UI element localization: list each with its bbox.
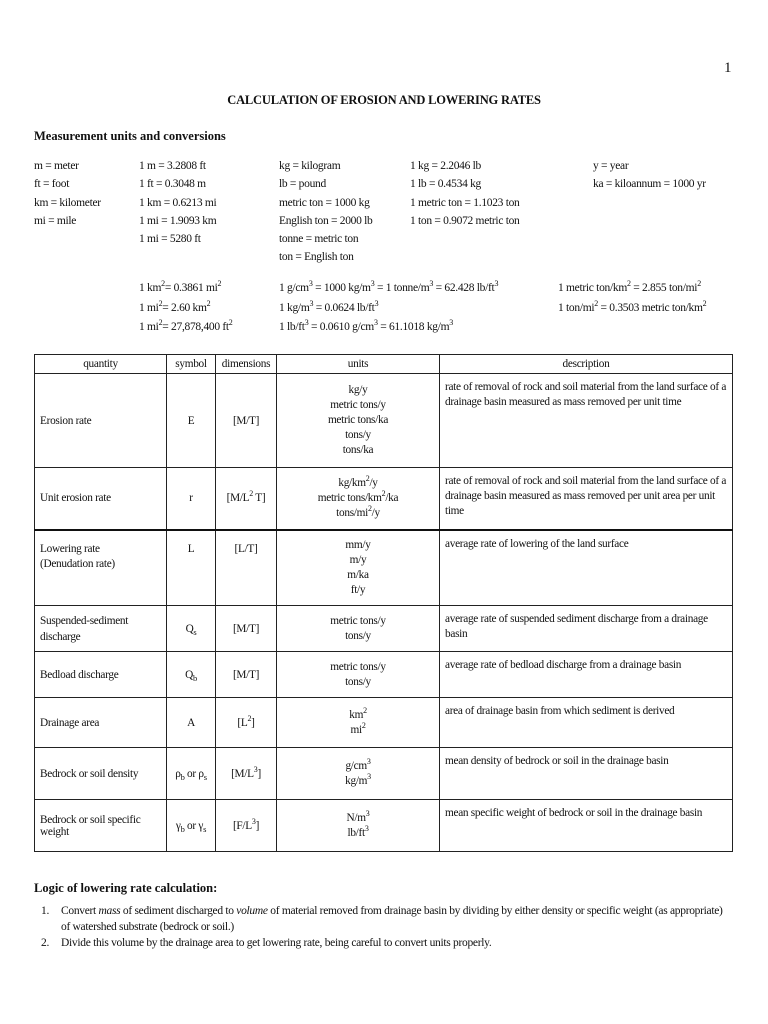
quantity-cell: Suspended-sediment discharge xyxy=(35,606,167,652)
dimensions-cell: [M/T] xyxy=(216,606,277,652)
symbol-cell: r xyxy=(167,468,216,530)
conversion-item: 1 km = 0.6213 mi xyxy=(139,196,217,209)
abbrev-item: mi = mile xyxy=(34,214,77,227)
page-number: 1 xyxy=(724,60,732,76)
symbol-cell: $\gamma_b$ or $\gamma_s$ xyxy=(167,800,216,852)
units-heading: Measurement units and conversions xyxy=(34,129,226,143)
table-row xyxy=(35,800,733,852)
table-row xyxy=(35,468,733,530)
units-cell: $N/m^3$ $lb/ft^3$ xyxy=(277,800,440,852)
conversion-item: 1 mi = 5280 ft xyxy=(139,233,201,246)
units-cell: $kg/km^2/y$ metric tons/$km^2/ka$ tons/$mi^2/y$ xyxy=(277,468,440,530)
quantity-cell: Bedrock or soil density xyxy=(35,748,167,800)
table-row xyxy=(35,606,733,652)
logic-steps xyxy=(34,904,724,953)
mass-conversions xyxy=(410,157,520,230)
conversion-item: 1 metric ton = 1.1023 ton xyxy=(410,196,520,209)
areal-mass-conversions: 1 metric ton/$km^2 = 2.855$ ton/$mi^2$ 1 ton/$mi^2 = 0.3503$ metric ton/$km^2$ xyxy=(558,279,707,314)
dimensions-cell: $[L^2]$ xyxy=(216,698,277,748)
symbol-cell: $\rho_b$ or $\rho_s$ xyxy=(167,748,216,800)
description-cell: average rate of lowering of the land surface xyxy=(440,530,733,606)
abbrev-item: ka = kiloannum = 1000 yr xyxy=(593,178,706,191)
header-symbol: symbol xyxy=(167,355,216,374)
quantity-cell: Drainage area xyxy=(35,698,167,748)
description-cell: average rate of bedload discharge from a drainage basin xyxy=(440,652,733,698)
units-cell: metric tons/y tons/y xyxy=(277,606,440,652)
abbrev-item: lb = pound xyxy=(279,178,326,191)
conversion-item: 1 mi = 1.9093 km xyxy=(139,214,217,227)
abbrev-item: y = year xyxy=(593,160,629,172)
units-cell: kg/y metric tons/y metric tons/ka tons/y tons/ka xyxy=(277,374,440,468)
table-row xyxy=(35,748,733,800)
description-cell: mean specific weight of bedrock or soil in the drainage basin xyxy=(440,800,733,852)
dimensions-cell: $[F/L^3]$ xyxy=(216,800,277,852)
header-units: units xyxy=(277,355,440,374)
list-item: 2. Divide this volume by the drainage area to get lowering rate, being careful to convert units properly. xyxy=(41,937,492,949)
abbrev-item: ft = foot xyxy=(34,178,70,191)
quantity-cell: Unit erosion rate xyxy=(35,468,167,530)
conversion-item: 1 m = 3.2808 ft xyxy=(139,160,206,172)
units-cell: mm/y m/y m/ka ft/y xyxy=(277,530,440,606)
quantities-table xyxy=(34,354,733,852)
dimensions-cell: $[M/L^3]$ xyxy=(216,748,277,800)
quantity-cell: Bedrock or soil specific weight xyxy=(35,800,167,852)
header-dimensions: dimensions xyxy=(216,355,277,374)
abbrev-item: English ton = 2000 lb xyxy=(279,214,373,227)
header-description: description xyxy=(440,355,733,374)
table-row xyxy=(35,652,733,698)
quantity-cell: Bedload discharge xyxy=(35,652,167,698)
table-row xyxy=(35,698,733,748)
abbreviations-mass xyxy=(279,157,372,267)
quantity-cell: Erosion rate xyxy=(35,374,167,468)
table-row xyxy=(35,530,733,606)
page-title: CALCULATION OF EROSION AND LOWERING RATES xyxy=(227,93,541,107)
abbrev-item: m = meter xyxy=(34,160,79,172)
abbrev-item: kg = kilogram xyxy=(279,160,341,172)
symbol-cell: L xyxy=(167,530,216,606)
list-item: 1. Convert mass of sediment discharged to volume of material removed from drainage basin by dividing by either density or specific weight (as appropriate) of watershed substrate (bedrock or soil.) xyxy=(41,905,723,933)
density-conversions: 1 $g/cm^3 = 1000$ $kg/m^3 = 1$ tonne/$m^3 = 62.428$ $lb/ft^3$ 1 $kg/m^3 = 0.0624$ $lb/ft^3$ 1 $lb/ft^3 = 0.0610$ $g/cm^3 = 61.1018$ $kg/m^3$ xyxy=(279,279,499,333)
description-cell: area of drainage basin from which sediment is derived xyxy=(440,698,733,748)
conversion-item: 1 kg = 2.2046 lb xyxy=(410,160,482,172)
symbol-cell: $Q_b$ xyxy=(167,652,216,698)
conversion-item: 1 ft = 0.3048 m xyxy=(139,178,206,191)
symbol-cell: E xyxy=(167,374,216,468)
abbreviations-length xyxy=(34,157,101,230)
abbrev-item: tonne = metric ton xyxy=(279,233,359,246)
dimensions-cell: [M/T] xyxy=(216,652,277,698)
units-cell: $g/cm^3$ $kg/m^3$ xyxy=(277,748,440,800)
table-header-row xyxy=(35,355,733,374)
conversion-item: 1 lb = 0.4534 kg xyxy=(410,178,482,191)
abbrev-item: ton = English ton xyxy=(279,251,354,264)
description-cell: rate of removal of rock and soil material from the land surface of a drainage basin measured as mass removed per unit time xyxy=(440,374,733,468)
units-cell: $km^2$ $mi^2$ xyxy=(277,698,440,748)
description-cell: rate of removal of rock and soil material from the land surface of a drainage basin measured as mass removed per unit area per unit time xyxy=(440,468,733,530)
logic-heading: Logic of lowering rate calculation: xyxy=(34,881,218,895)
symbol-cell: $Q_s$ xyxy=(167,606,216,652)
header-quantity: quantity xyxy=(35,355,167,374)
dimensions-cell: [M/T] xyxy=(216,374,277,468)
dimensions-cell: [$M/L^2$ T] xyxy=(216,468,277,530)
quantity-cell: Lowering rate (Denudation rate) xyxy=(35,530,167,606)
length-conversions xyxy=(139,157,216,248)
units-cell: metric tons/y tons/y xyxy=(277,652,440,698)
description-cell: average rate of suspended sediment discharge from a drainage basin xyxy=(440,606,733,652)
abbrev-item: km = kilometer xyxy=(34,196,101,209)
table-row xyxy=(35,374,733,468)
abbreviations-time xyxy=(593,157,706,194)
abbrev-item: metric ton = 1000 kg xyxy=(279,196,370,209)
conversion-item: 1 ton = 0.9072 metric ton xyxy=(410,214,520,227)
description-cell: mean density of bedrock or soil in the drainage basin xyxy=(440,748,733,800)
dimensions-cell: [L/T] xyxy=(216,530,277,606)
symbol-cell: A xyxy=(167,698,216,748)
area-conversions: 1 $km^2= 0.3861$ $mi^2$ 1 $mi^2= 2.60$ $km^2$ 1 $mi^2= 27,878,400$ $ft^2$ xyxy=(139,279,233,333)
